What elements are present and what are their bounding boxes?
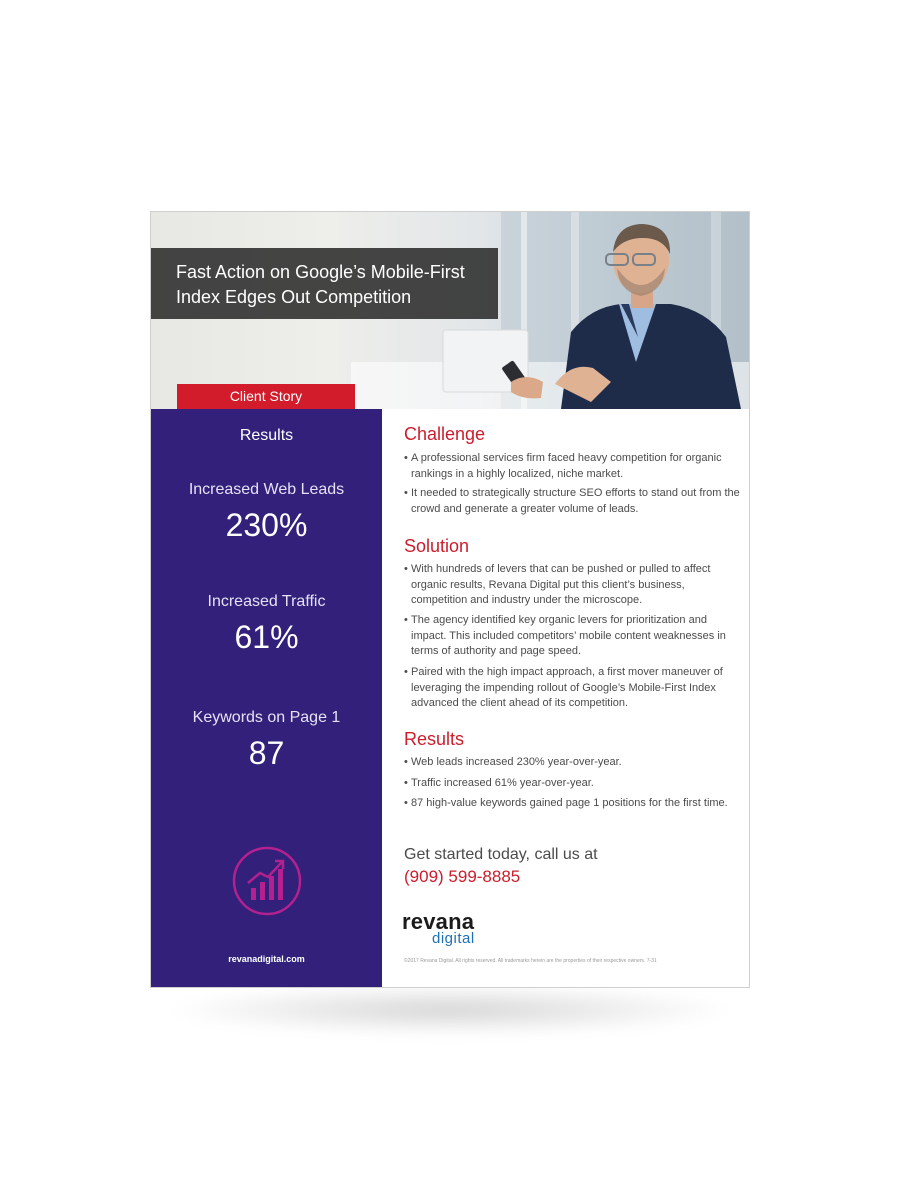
hero-photo [151,212,749,409]
stat-value-web-leads: 230% [225,507,308,543]
call-to-action: Get started today, call us at [404,846,598,863]
logo-wordmark-digital: digital [432,930,475,947]
solution-bullet: • With hundreds of levers that can be pushed or pulled to affect organic results, Revana Digital put this client’s business, competition and industry under the microscope. [404,562,741,609]
results-bullet: • 87 high-value keywords gained page 1 positions for the first time. [404,796,741,812]
stat-label-keywords: Keywords on Page 1 [192,709,341,726]
stat-label-web-leads: Increased Web Leads [188,481,345,498]
results-sidebar [151,409,382,988]
client-story-tag: Client Story [177,384,355,409]
copyright-footer: ©2017 Revana Digital. All rights reserved. All trademarks herein are the properties of their respective owners. 7-31 [404,958,657,964]
phone-number: (909) 599-8885 [404,867,521,886]
website-url: revanadigital.com [228,954,305,964]
stat-label-traffic: Increased Traffic [207,593,326,610]
solution-bullet: • Paired with the high impact approach, a first mover maneuver of leveraging the impending rollout of Google’s Mobile-First Index advanced the client ahead of its competition. [404,665,741,712]
challenge-bullet: • It needed to strategically structure SEO efforts to stand out from the crowd and generate a greater volume of leads. [404,486,741,517]
results-heading: Results [404,729,465,749]
challenge-bullet: • A professional services firm faced heavy competition for organic rankings in a highly localized, niche market. [404,451,741,482]
results-bullet: • Traffic increased 61% year-over-year. [404,776,741,792]
title-banner [151,248,498,319]
challenge-heading: Challenge [404,424,486,444]
solution-bullet: • The agency identified key organic levers for prioritization and impact. This included competitors’ mobile content weaknesses in terms of authority and page speed. [404,613,741,660]
growth-chart-icon [232,846,302,916]
revana-digital-logo [402,909,502,951]
solution-heading: Solution [404,536,470,556]
content-column [382,409,749,988]
results-bullet: • Web leads increased 230% year-over-year. [404,755,741,771]
stat-value-traffic: 61% [234,619,299,655]
case-study-page [150,211,750,988]
sidebar-heading: Results [239,427,294,444]
stat-value-keywords: 87 [248,735,285,771]
page-shadow [170,985,730,1035]
page-title: Fast Action on Google’s Mobile-First Index Edges Out Competition [176,262,465,307]
logo-wordmark-revana: revana [402,909,475,934]
